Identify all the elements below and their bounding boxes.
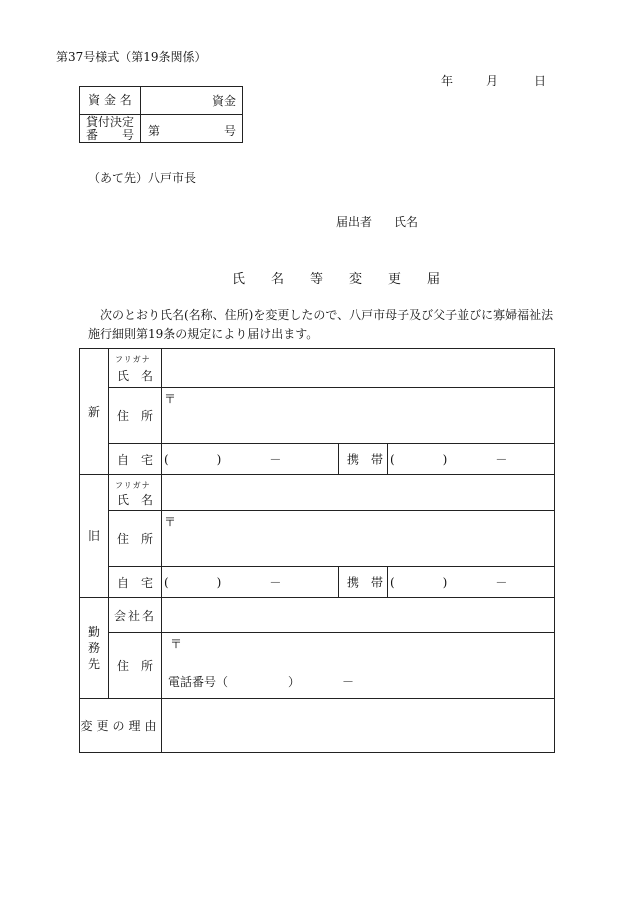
new-mobile-label-cell (339, 444, 396, 474)
work-postal-mark: 〒 (170, 637, 183, 651)
new-phone-row (162, 444, 555, 475)
new-mobile-phone-field[interactable] (388, 444, 554, 474)
new-name-label-cell (109, 349, 165, 388)
date-month-label: 月 (486, 74, 499, 88)
reason-field[interactable] (162, 699, 555, 753)
loan-info-table (79, 86, 243, 143)
new-group-label: 新 (80, 349, 109, 475)
body-text-content: 次のとおり氏名(名称、住所)を変更したので、八戸市母子及び父子並びに寡婦福祉法施行細則第19条の規定により届け出ます。 (88, 308, 554, 341)
fund-name-suffix: 資金 (211, 94, 236, 108)
reason-label: 変更の理由 (80, 699, 162, 753)
old-address-label-cell (109, 511, 165, 567)
old-postal-mark: 〒 (164, 515, 177, 529)
new-home-label-cell (109, 444, 165, 475)
old-mobile-label-text: 携帯 (347, 575, 396, 590)
old-address-field[interactable] (162, 511, 555, 567)
company-label-cell (109, 598, 162, 633)
old-mobile-phone-field[interactable] (388, 567, 554, 597)
old-name-label: 氏名 (116, 493, 165, 507)
old-furigana-label: フリガナ (115, 481, 151, 490)
decision-number-label-line1: 貸付決定 (85, 114, 134, 129)
work-address-field[interactable] (162, 633, 555, 699)
company-label: 会社名 (113, 608, 156, 623)
fund-name-field[interactable] (141, 87, 243, 115)
work-address-label: 住所 (116, 659, 165, 673)
form-number: 第37号様式（第19条関係） (56, 50, 207, 64)
addressee: （あて先）八戸市長 (88, 171, 197, 185)
body-text (88, 306, 558, 344)
fund-name-label: 資 金 名 (80, 87, 141, 115)
work-group-label-text: 勤務先 (88, 625, 101, 671)
old-home-phone-field[interactable] (162, 567, 339, 597)
old-home-label-cell (109, 567, 165, 598)
decision-number-field[interactable] (141, 115, 243, 143)
applicant-name-label: 氏名 (394, 215, 419, 229)
new-name-field[interactable] (162, 349, 555, 388)
new-home-label: 自宅 (116, 452, 165, 467)
new-address-label-cell (109, 388, 165, 444)
old-phone-row (162, 567, 555, 598)
new-address-field[interactable] (162, 388, 555, 444)
old-mobile-label (347, 574, 396, 591)
old-mobile-phone-format: ( ) － (390, 575, 508, 590)
old-name-label-cell (109, 475, 165, 511)
decision-number-prefix: 第 (148, 124, 161, 138)
work-group-label (80, 598, 109, 699)
new-mobile-label-text: 携帯 (347, 452, 396, 467)
new-mobile-label (347, 451, 396, 468)
decision-number-label-line2: 番 号 (85, 127, 134, 142)
applicant-line (336, 213, 440, 230)
work-address-label-cell (109, 633, 165, 699)
new-furigana-label: フリガナ (115, 355, 151, 364)
old-home-label: 自宅 (116, 575, 165, 590)
new-address-label: 住所 (116, 409, 165, 423)
new-home-phone-format: ( ) － (164, 452, 282, 467)
change-details-table (79, 348, 555, 753)
old-home-phone-format: ( ) － (164, 575, 282, 590)
decision-number-label (80, 115, 141, 143)
old-group-label: 旧 (80, 475, 109, 598)
date-day-label: 日 (534, 74, 547, 88)
new-postal-mark: 〒 (164, 392, 177, 406)
company-name-field[interactable] (162, 598, 555, 633)
old-name-field[interactable] (162, 475, 555, 511)
work-phone-label: 電話番号（ ） － (168, 675, 355, 689)
new-home-phone-field[interactable] (162, 444, 339, 474)
decision-number-suffix: 号 (223, 124, 236, 138)
date-year-label: 年 (441, 74, 454, 88)
new-mobile-phone-format: ( ) － (390, 452, 508, 467)
document-title: 氏 名 等 変 更 届 (232, 272, 441, 287)
old-mobile-label-cell (339, 567, 396, 597)
old-address-label: 住所 (116, 532, 165, 546)
applicant-label: 届出者 (336, 215, 373, 229)
new-name-label: 氏名 (116, 368, 165, 383)
